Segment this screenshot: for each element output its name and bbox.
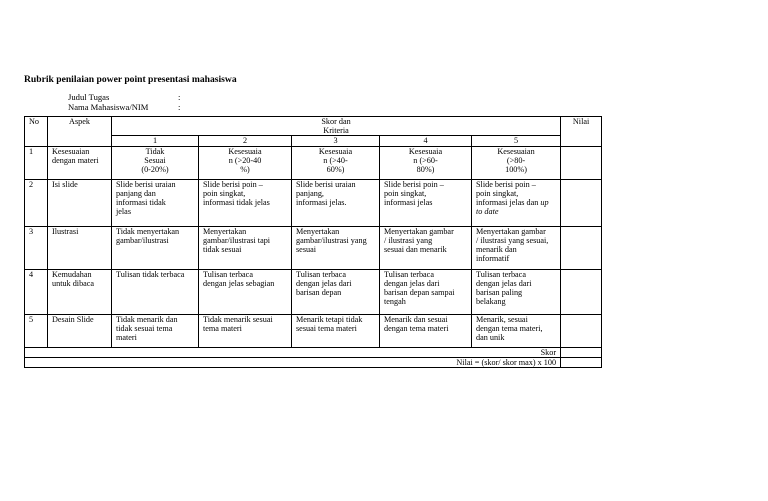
cell-line: / ilustrasi yang sesuai, xyxy=(476,235,549,245)
cell-line: to date xyxy=(476,207,499,217)
table-row xyxy=(25,314,602,347)
cell-line: informasi tidak xyxy=(116,197,166,207)
row-no: 5 xyxy=(25,314,48,347)
criteria-line: n (>20-40 xyxy=(228,155,262,165)
cell-line: dengan tema materi xyxy=(384,323,449,333)
cell-line: Menyertakan gambar xyxy=(476,226,546,236)
rubric-table xyxy=(24,116,602,368)
cell-line: Tulisan terbaca xyxy=(476,269,526,279)
cell-line: gambar/ilustrasi xyxy=(116,235,169,245)
cell-line: Menyertakan gambar xyxy=(384,226,454,236)
cell-line: barisan paling xyxy=(476,287,523,297)
cell-line: tidak sesuai xyxy=(203,244,242,254)
criteria-2 xyxy=(199,314,292,347)
footer-skor-row xyxy=(25,347,602,357)
aspek-line: Kemudahan xyxy=(52,269,92,279)
criteria-4 xyxy=(380,226,472,269)
cell-line: dengan jelas dari xyxy=(296,278,352,288)
nilai-cell xyxy=(561,269,602,314)
cell-line: tema materi xyxy=(203,323,242,333)
cell-line: Tulisan tidak terbaca xyxy=(116,269,185,279)
cell-line: dengan jelas sebagian xyxy=(203,278,275,288)
cell-line: dan unik xyxy=(476,332,505,342)
criteria-4 xyxy=(380,179,472,226)
row-aspek xyxy=(48,314,112,347)
criteria-3 xyxy=(292,226,380,269)
cell-text-italic: up xyxy=(540,197,549,207)
cell-line: Menyertakan xyxy=(203,226,247,236)
criteria-3 xyxy=(292,179,380,226)
cell-line: materi xyxy=(116,332,137,342)
cell-line: belakang xyxy=(476,297,506,307)
criteria-3 xyxy=(292,146,380,179)
criteria-5 xyxy=(472,314,561,347)
meta-judul-tugas xyxy=(68,92,180,102)
criteria-5 xyxy=(472,179,561,226)
criteria-1 xyxy=(112,146,199,179)
criteria-line: n (>60- xyxy=(413,155,438,165)
criteria-1 xyxy=(112,179,199,226)
cell-line: informasi jelas xyxy=(384,197,433,207)
footer-skor-label: Skor xyxy=(25,347,561,357)
cell-line: Menarik, sesuai xyxy=(476,314,528,324)
cell-line: Slide berisi poin – xyxy=(476,179,536,189)
header-skor-line: Skor dan xyxy=(321,117,351,126)
cell-line: Slide berisi uraian xyxy=(116,179,176,189)
criteria-3 xyxy=(292,269,380,314)
criteria-line: Kesesuaia xyxy=(408,146,443,156)
cell-line: gambar/ilustrasi tapi xyxy=(203,235,271,245)
aspek-line: Kesesuaian xyxy=(52,146,90,156)
cell-line: sesuai xyxy=(296,244,317,254)
criteria-5 xyxy=(472,226,561,269)
row-no: 2 xyxy=(25,179,48,226)
table-row xyxy=(25,269,602,314)
cell-line: dengan tema materi, xyxy=(476,323,543,333)
header-kriteria-line: Kriteria xyxy=(323,126,349,136)
meta-colon: : xyxy=(178,102,181,112)
cell-line: poin singkat, xyxy=(384,188,427,198)
footer-formula: Nilai = (skor/ skor max) x 100 xyxy=(25,357,561,367)
cell-line: barisan depan xyxy=(296,287,342,297)
meta-nama-nim xyxy=(68,102,180,112)
score-2: 2 xyxy=(199,136,292,146)
cell-line xyxy=(476,198,556,207)
row-no: 3 xyxy=(25,226,48,269)
criteria-2 xyxy=(199,146,292,179)
criteria-line: %) xyxy=(240,164,250,174)
cell-line: Tulisan terbaca xyxy=(203,269,253,279)
aspek-line: Ilustrasi xyxy=(52,226,79,236)
nilai-cell xyxy=(561,179,602,226)
criteria-2 xyxy=(199,226,292,269)
criteria-line: (0-20%) xyxy=(141,164,169,174)
header-row xyxy=(25,117,602,136)
score-4: 4 xyxy=(380,136,472,146)
cell-line: sesuai dan menarik xyxy=(384,244,447,254)
criteria-line: (>80- xyxy=(506,155,526,165)
criteria-1 xyxy=(112,269,199,314)
criteria-line: 80%) xyxy=(416,164,435,174)
cell-line: Slide berisi uraian xyxy=(296,179,356,189)
cell-line: dengan jelas dari xyxy=(384,278,440,288)
criteria-1 xyxy=(112,314,199,347)
cell-line: informasi jelas. xyxy=(296,197,347,207)
cell-line: Slide berisi poin – xyxy=(384,179,444,189)
footer-formula-row xyxy=(25,357,602,367)
nilai-cell xyxy=(561,314,602,347)
nilai-cell xyxy=(561,146,602,179)
cell-line: informasi tidak jelas xyxy=(203,197,270,207)
cell-line: panjang dan xyxy=(116,188,156,198)
cell-line: dengan jelas dari xyxy=(476,278,532,288)
row-aspek xyxy=(48,179,112,226)
cell-line: jelas xyxy=(116,207,132,217)
cell-text: informasi jelas dan xyxy=(476,197,539,207)
criteria-4 xyxy=(380,146,472,179)
criteria-5 xyxy=(472,269,561,314)
header-nilai: Nilai xyxy=(561,117,602,147)
criteria-line: Kesesuaia xyxy=(318,146,353,156)
row-aspek xyxy=(48,146,112,179)
footer-skor-value xyxy=(561,347,602,357)
cell-line: Menarik dan sesuai xyxy=(384,314,448,324)
row-no: 1 xyxy=(25,146,48,179)
cell-line: Tidak menarik sesuai xyxy=(203,314,273,324)
cell-line: / ilustrasi yang xyxy=(384,235,433,245)
meta-label: Judul Tugas xyxy=(68,92,110,102)
cell-line: Tulisan terbaca xyxy=(296,269,346,279)
score-1: 1 xyxy=(112,136,199,146)
cell-line: gambar/ilustrasi yang xyxy=(296,235,367,245)
criteria-3 xyxy=(292,314,380,347)
table-row xyxy=(25,179,602,226)
cell-line: Tulisan terbaca xyxy=(384,269,434,279)
cell-line: Menyertakan xyxy=(296,226,340,236)
header-skor-kriteria xyxy=(112,117,561,136)
cell-line: tidak sesuai tema xyxy=(116,323,173,333)
meta-colon: : xyxy=(178,92,181,102)
cell-line: poin singkat, xyxy=(476,188,519,198)
cell-line: Menarik tetapi tidak xyxy=(296,314,363,324)
criteria-1 xyxy=(112,226,199,269)
criteria-line: 60%) xyxy=(326,164,345,174)
score-3: 3 xyxy=(292,136,380,146)
cell-line: barisan depan sampai xyxy=(384,287,455,297)
cell-line: Tidak menyertakan xyxy=(116,226,180,236)
aspek-line: dengan materi xyxy=(52,155,99,165)
criteria-2 xyxy=(199,269,292,314)
criteria-5 xyxy=(472,146,561,179)
criteria-line: 100%) xyxy=(505,164,527,174)
cell-line: sesuai tema materi xyxy=(296,323,357,333)
row-no: 4 xyxy=(25,269,48,314)
row-aspek xyxy=(48,269,112,314)
criteria-line: n (>40- xyxy=(323,155,348,165)
meta-label: Nama Mahasiswa/NIM xyxy=(68,102,149,112)
score-5: 5 xyxy=(472,136,561,146)
header-aspek: Aspek xyxy=(48,117,112,147)
cell-line: poin singkat, xyxy=(203,188,246,198)
criteria-4 xyxy=(380,269,472,314)
aspek-line: Isi slide xyxy=(52,179,78,189)
criteria-line: Kesesuaian xyxy=(497,146,535,156)
aspek-line: untuk dibaca xyxy=(52,278,95,288)
nilai-cell xyxy=(561,226,602,269)
cell-line: panjang, xyxy=(296,188,324,198)
score-number-row xyxy=(25,136,602,146)
criteria-line: Sesuai xyxy=(144,155,166,165)
header-no: No xyxy=(25,117,48,147)
criteria-line: Tidak xyxy=(145,146,165,156)
criteria-2 xyxy=(199,179,292,226)
cell-line: tengah xyxy=(384,297,406,307)
aspek-line: Desain Slide xyxy=(52,314,94,324)
document-title: Rubrik penilaian power point presentasi mahasiswa xyxy=(24,74,237,85)
cell-line: Tidak menarik dan xyxy=(116,314,178,324)
cell-line: Slide berisi poin – xyxy=(203,179,263,189)
criteria-line: Kesesuaia xyxy=(228,146,262,156)
cell-line: menarik dan xyxy=(476,244,517,254)
footer-nilai-value xyxy=(561,357,602,367)
table-row xyxy=(25,226,602,269)
criteria-4 xyxy=(380,314,472,347)
table-row xyxy=(25,146,602,179)
cell-line: informatif xyxy=(476,254,510,264)
row-aspek xyxy=(48,226,112,269)
